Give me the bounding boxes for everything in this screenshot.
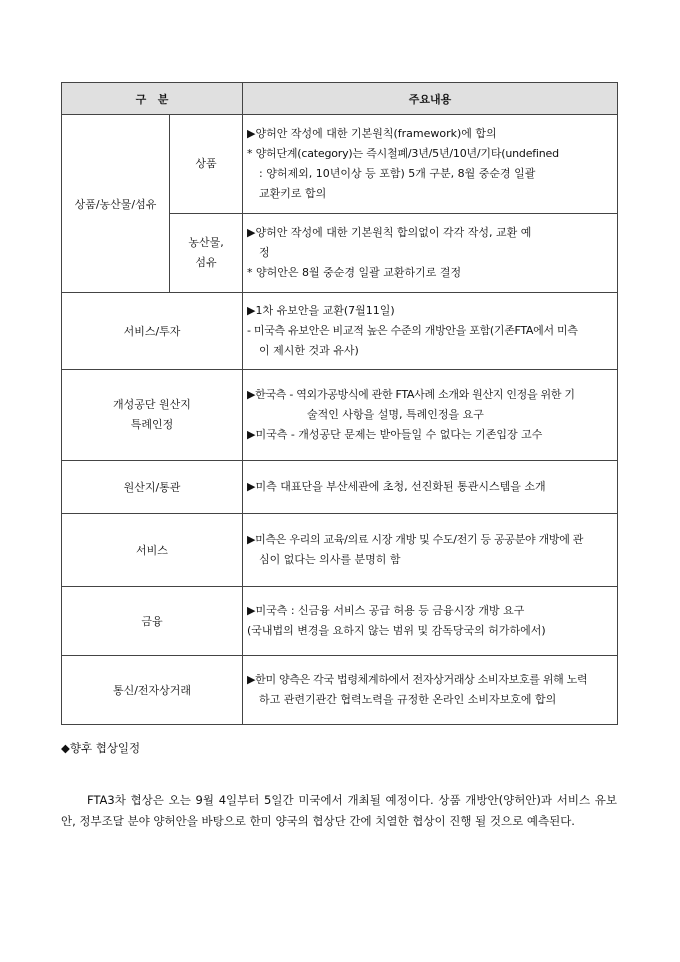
- content-line: ▶미국측 : 신금융 서비스 공급 허용 등 금융시장 개방 요구: [247, 604, 525, 617]
- table-row-finance: [62, 587, 618, 656]
- content-line: 심이 없다는 의사를 분명히 함: [259, 553, 401, 566]
- row-label-services-investment: 서비스/투자: [62, 293, 243, 370]
- row-label-services: 서비스: [62, 514, 243, 587]
- schedule-heading: ◆향후 협상일정: [61, 741, 141, 755]
- table-row-origin-customs: [62, 461, 618, 514]
- content-line: 하고 관련기관간 협력노력을 규정한 온라인 소비자보호에 합의: [259, 693, 557, 706]
- table-row-services: [62, 514, 618, 587]
- content-kaesong: [243, 370, 618, 461]
- content-line: 정: [259, 246, 270, 259]
- table-row-telecom: [62, 656, 618, 725]
- content-line: ▶미국측 - 개성공단 문제는 받아들일 수 없다는 기존입장 고수: [247, 428, 543, 441]
- content-line: ▶양허안 작성에 대한 기본원칙(framework)에 합의: [247, 127, 497, 140]
- row-label-kaesong: [62, 370, 243, 461]
- content-line: : 양허제외, 10년이상 등 포함) 5개 구분, 8월 중순경 일괄: [259, 167, 536, 180]
- label-line: 특례인정: [130, 418, 174, 431]
- content-goods: [243, 115, 618, 214]
- content-line: ▶미측은 우리의 교육/의료 시장 개방 및 수도/전기 등 공공분야 개방에 관: [247, 533, 584, 546]
- content-agri-textile: [243, 214, 618, 293]
- label-line: 개성공단 원산지: [113, 398, 191, 411]
- table-header-row: [62, 83, 618, 115]
- content-finance: [243, 587, 618, 656]
- content-services: [243, 514, 618, 587]
- content-line: ▶1차 유보안을 교환(7월11일): [247, 304, 395, 317]
- row-label-telecom: 통신/전자상거래: [62, 656, 243, 725]
- content-line: (국내법의 변경을 요하지 않는 범위 및 감독당국의 허가하에서): [247, 624, 546, 637]
- content-line: ▶미측 대표단을 부산세관에 초청, 선진화된 통관시스템을 소개: [247, 480, 546, 493]
- content-line: - 미국측 유보안은 비교적 높은 수준의 개방안을 포함(기존FTA에서 미측: [247, 324, 578, 337]
- header-category: 구 분: [62, 83, 243, 115]
- content-line: * 양허안은 8월 중순경 일괄 교환하기로 결정: [247, 266, 462, 279]
- content-line: ▶양허안 작성에 대한 기본원칙 합의없이 각각 작성, 교환 예: [247, 226, 532, 239]
- row-sublabel-goods: 상품: [170, 115, 243, 214]
- content-services-investment: [243, 293, 618, 370]
- header-main-content: 주요내용: [243, 83, 618, 115]
- content-line: 술적인 사항을 설명, 특례인정을 요구: [307, 408, 484, 421]
- content-line: ▶한미 양측은 각국 법령체계하에서 전자상거래상 소비자보호를 위해 노력: [247, 673, 588, 686]
- row-label-origin-customs: 원산지/통관: [62, 461, 243, 514]
- content-origin-customs: [243, 461, 618, 514]
- sublabel-line: 섬유: [195, 256, 217, 269]
- content-line: ▶한국측 - 역외가공방식에 관한 FTA사례 소개와 원산지 인정을 위한 기: [247, 388, 575, 401]
- row-label-finance: 금융: [62, 587, 243, 656]
- sublabel-line: 농산물,: [188, 236, 224, 249]
- table-row-kaesong: [62, 370, 618, 461]
- schedule-paragraph: FTA3차 협상은 오는 9월 4일부터 5일간 미국에서 개최될 예정이다. 상품 개방안(양허안)과 서비스 유보안, 정부조달 분야 양허안을 바탕으로 한미 양국의 협상단 간에 치열한 협상이 진행 될 것으로 예측된다.: [61, 793, 617, 828]
- negotiation-summary-table: [61, 82, 618, 725]
- content-line: * 양허단계(category)는 즉시철폐/3년/5년/10년/기타(undefined: [247, 147, 559, 160]
- row-label-goods-agri-textile: 상품/농산물/섬유: [62, 115, 170, 293]
- content-telecom: [243, 656, 618, 725]
- content-line: 이 제시한 것과 유사): [259, 344, 359, 357]
- table-row-services-investment: [62, 293, 618, 370]
- row-sublabel-agri-textile: [170, 214, 243, 293]
- table-row-goods: [62, 115, 618, 214]
- content-line: 교환키로 합의: [259, 187, 327, 200]
